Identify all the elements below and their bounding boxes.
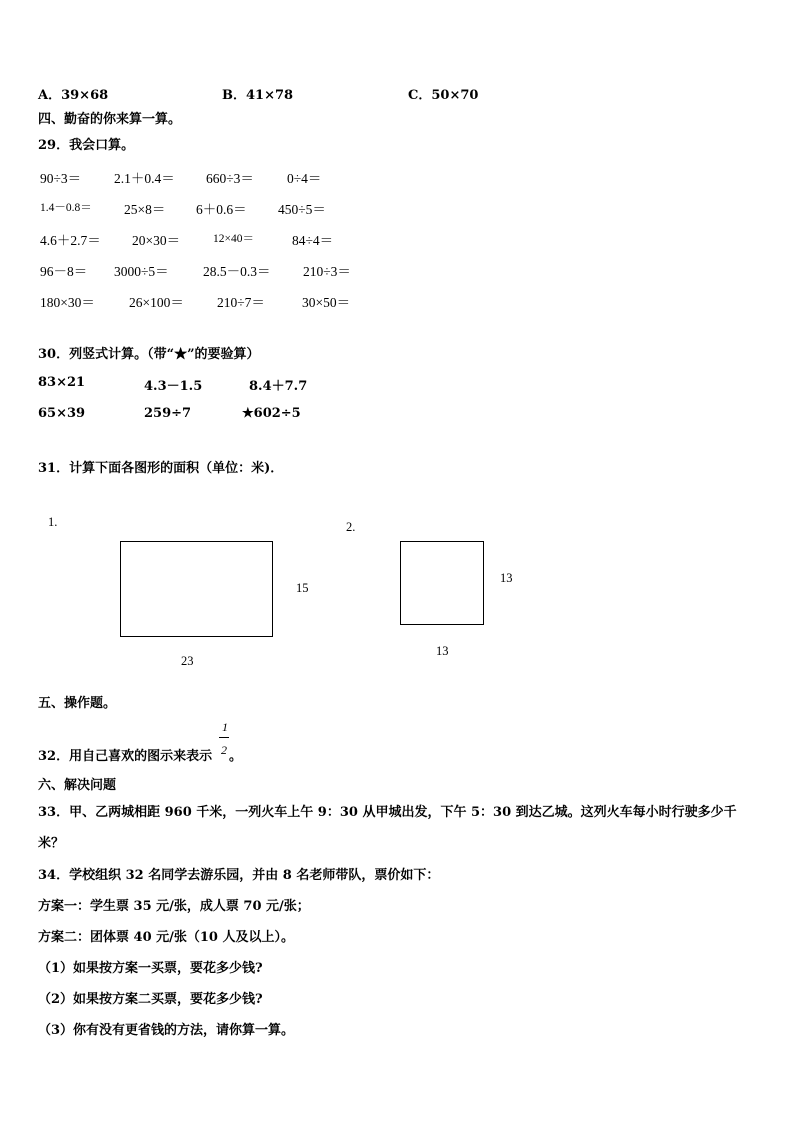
calc-item: 4.6＋2.7＝ [40, 233, 101, 248]
vertical-calc-item: 8.4＋7.7 [249, 379, 308, 394]
q33-text-line1: 33．甲、乙两城相距 960 千米，一列火车上午 9：30 从甲城出发，下午 5：30 到达乙城。这列火车每小时行驶多少千 [38, 805, 737, 820]
calc-item: 1.4－0.8＝ [40, 202, 92, 214]
rectangle-width-label: 23 [181, 654, 194, 668]
vertical-calc-item: 259÷7 [144, 406, 192, 421]
q32-text: 32．用自己喜欢的图示来表示 [38, 749, 213, 764]
q29-title: 29．我会口算。 [38, 138, 135, 153]
calc-item: 28.5－0.3＝ [203, 264, 271, 279]
section5-title: 五、操作题。 [38, 696, 117, 711]
q32-suffix: 。 [229, 749, 243, 764]
calc-item: 210÷3＝ [303, 264, 351, 279]
q34-title: 34．学校组织 32 名同学去游乐园，并由 8 名老师带队，票价如下： [38, 868, 440, 883]
calc-item: 2.1＋0.4＝ [114, 171, 175, 186]
calc-item: 90÷3＝ [40, 171, 82, 186]
calc-item: 210÷7＝ [217, 295, 265, 310]
q34-plan2: 方案二：团体票 40 元/张（10 人及以上）。 [38, 930, 295, 945]
option-c: C．50×70 [408, 88, 479, 103]
calc-item: 96－8＝ [40, 264, 88, 279]
section4-title: 四、勤奋的你来算一算。 [38, 112, 182, 127]
fraction-bar [219, 737, 229, 738]
calc-item: 6＋0.6＝ [196, 202, 247, 217]
calc-item: 26×100＝ [129, 295, 184, 310]
q34-plan1: 方案一：学生票 35 元/张，成人票 70 元/张； [38, 899, 310, 914]
square-figure [400, 541, 484, 625]
calc-item: 660÷3＝ [206, 171, 254, 186]
vertical-calc-item: ★602÷5 [242, 406, 301, 421]
calc-item: 84÷4＝ [292, 233, 334, 248]
q34-sub2: （2）如果按方案二买票，要花多少钱? [38, 992, 263, 1007]
calc-item: 450÷5＝ [278, 202, 326, 217]
calc-item: 12×40＝ [213, 233, 254, 245]
section6-title: 六、解决问题 [38, 778, 117, 793]
calc-item: 0÷4＝ [287, 171, 322, 186]
calc-item: 20×30＝ [132, 233, 181, 248]
calc-item: 30×50＝ [302, 295, 351, 310]
q33-text-line2: 米？ [38, 836, 65, 851]
square-bottom-label: 13 [436, 644, 449, 658]
q34-sub3: （3）你有没有更省钱的方法，请你算一算。 [38, 1023, 295, 1038]
option-b: B．41×78 [222, 88, 294, 103]
vertical-calc-item: 65×39 [38, 406, 86, 421]
vertical-calc-item: 83×21 [38, 375, 86, 390]
rectangle-figure [120, 541, 273, 637]
q30-title: 30．列竖式计算。（带“★”的要验算） [38, 347, 260, 362]
option-a: A．39×68 [38, 88, 109, 103]
figure1-index: 1. [48, 515, 58, 529]
vertical-calc-item: 4.3－1.5 [144, 379, 203, 394]
square-side-label: 13 [500, 571, 513, 585]
q34-sub1: （1）如果按方案一买票，要花多少钱? [38, 961, 263, 976]
fraction-denominator: 2 [221, 743, 227, 757]
rectangle-height-label: 15 [296, 581, 309, 595]
calc-item: 3000÷5＝ [114, 264, 169, 279]
fraction-numerator: 1 [222, 720, 228, 734]
calc-item: 25×8＝ [124, 202, 166, 217]
calc-item: 180×30＝ [40, 295, 95, 310]
q31-title: 31．计算下面各图形的面积（单位：米)． [38, 461, 284, 476]
figure2-index: 2. [346, 520, 356, 534]
